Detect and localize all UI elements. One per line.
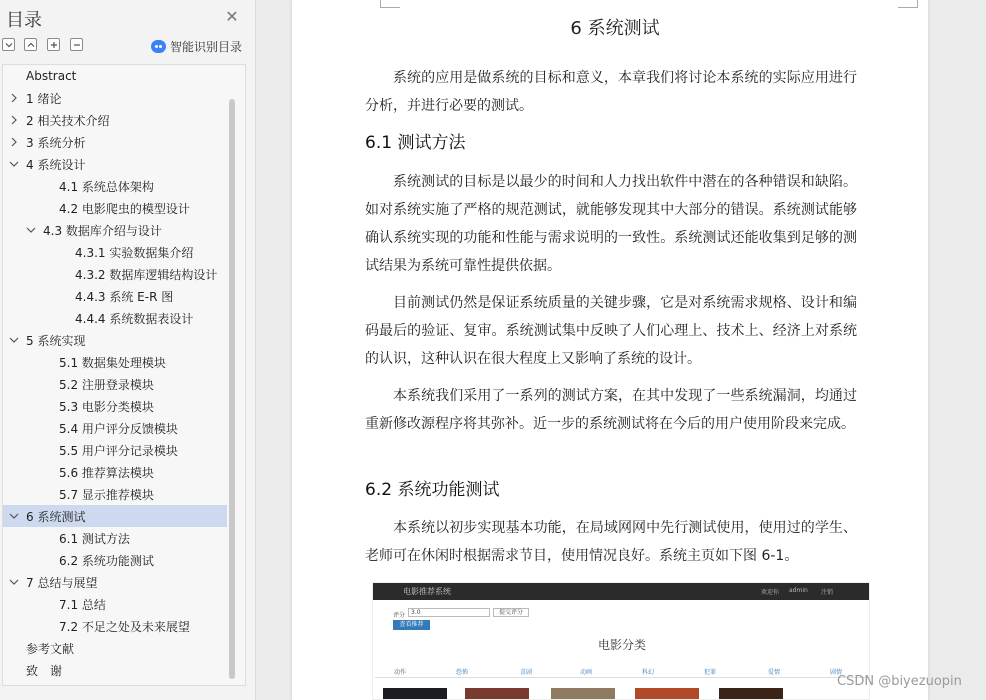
toc-item-label: 3 系统分析 [26, 135, 86, 150]
toc-item-label: 4.3.2 数据库逻辑结构设计 [75, 267, 218, 282]
toc-item-label: 5.2 注册登录模块 [59, 377, 154, 392]
chevron-down-icon[interactable] [25, 224, 37, 236]
chevron-down-icon[interactable] [8, 510, 20, 522]
toc-item[interactable] [3, 65, 227, 87]
toc-item-label: 2 相关技术介绍 [26, 113, 110, 128]
toc-item[interactable] [3, 153, 227, 175]
toc-item[interactable] [3, 285, 227, 307]
figure-tab: 恐怖 [455, 669, 468, 676]
figure-heading: 电影分类 [597, 638, 646, 652]
document-area [257, 0, 986, 700]
figure-poster [383, 688, 447, 700]
toc-item[interactable] [3, 87, 227, 109]
toc-item-label: 5.1 数据集处理模块 [59, 355, 166, 370]
chevron-down-icon[interactable] [8, 334, 20, 346]
figure-poster [465, 688, 529, 700]
toc-item-label: 4.2 电影爬虫的模型设计 [59, 201, 190, 216]
crop-mark [380, 0, 400, 8]
close-icon[interactable]: ✕ [225, 7, 239, 26]
figure-logout: 注销 [821, 589, 834, 596]
toc-item[interactable] [3, 461, 227, 483]
figure-tab: 动作 [393, 669, 406, 676]
figure-tab: 喜剧 [519, 669, 532, 676]
figure-poster [635, 688, 699, 700]
toc-item-label: 致 谢 [26, 663, 63, 678]
toc-item[interactable] [3, 549, 227, 571]
toc-item[interactable] [3, 241, 227, 263]
toc-item[interactable] [3, 175, 227, 197]
toc-item-label: Abstract [26, 69, 77, 83]
chevron-right-icon[interactable] [8, 114, 20, 126]
figure-submit-button: 提交评分 [493, 608, 529, 617]
toc-item[interactable] [3, 505, 227, 527]
smart-toc-button[interactable] [151, 38, 242, 54]
paragraph: 本系统我们采用了一系列的测试方案，在其中发现了一些系统漏洞，均通过重新修改源程序将其弥补。近一步的系统测试将在今后的用户使用阶段来完成。 [365, 388, 857, 432]
figure-tab: 科幻 [641, 669, 654, 676]
toc-item-label: 参考文献 [26, 641, 75, 656]
toc-item-label: 4 系统设计 [26, 157, 86, 172]
toc-item[interactable] [3, 593, 227, 615]
toc-item-label: 6.1 测试方法 [59, 531, 130, 546]
toc-item[interactable] [3, 395, 227, 417]
figure-homepage-screenshot [372, 582, 870, 700]
figure-tab: 动画 [579, 669, 592, 676]
figure-recommend-button: 查看推荐 [393, 620, 430, 630]
toc-item-label: 5 系统实现 [26, 333, 86, 348]
watermark: CSDN @biyezuopin [837, 674, 962, 689]
chevron-down-icon[interactable] [8, 158, 20, 170]
toc-item[interactable] [3, 351, 227, 373]
toc-title: 目录 [6, 10, 42, 31]
chevron-right-icon[interactable] [8, 136, 20, 148]
crop-mark [898, 0, 918, 8]
figure-poster [551, 688, 615, 700]
toc-item[interactable] [3, 109, 227, 131]
figure-rating-label: 评分 [393, 612, 406, 619]
toc-item-label: 5.4 用户评分反馈模块 [59, 421, 178, 436]
toc-scrollbar-thumb[interactable] [229, 99, 235, 679]
toc-item[interactable] [3, 329, 227, 351]
toc-item-label: 6.2 系统功能测试 [59, 553, 154, 568]
toc-item-label: 7.1 总结 [59, 597, 106, 612]
toc-item[interactable] [3, 219, 227, 241]
toc-item[interactable] [3, 439, 227, 461]
toc-item-label: 6 系统测试 [26, 509, 86, 524]
toc-item-label: 5.5 用户评分记录模块 [59, 443, 178, 458]
paragraph: 系统测试的目标是以最少的时间和人力找出软件中潜在的各种错误和缺陷。如对系统实施了严格的规范测试，就能够发现其中大部分的错误。系统测试能够确认系统实现的功能和性能与需求说明的一致性。系统测试还能收集到足够的测试结果为系统可靠性提供依据。 [365, 174, 857, 274]
figure-brand: 电影推荐系统 [403, 587, 451, 596]
figure-user: admin [789, 587, 808, 594]
figure-tab: 剧情 [829, 669, 842, 676]
toc-item-label: 4.3.1 实验数据集介绍 [75, 245, 194, 260]
toc-item-label: 4.3 数据库介绍与设计 [43, 223, 162, 238]
toc-item-label: 5.6 推荐算法模块 [59, 465, 154, 480]
toc-item[interactable] [3, 373, 227, 395]
toc-item[interactable] [3, 263, 227, 285]
collapse-all-icon[interactable] [24, 38, 37, 51]
toc-item[interactable] [3, 307, 227, 329]
figure-tabs [375, 665, 869, 678]
figure-welcome: 欢迎你 [761, 589, 780, 596]
chapter-title: 6 系统测试 [570, 18, 660, 39]
paragraph: 目前测试仍然是保证系统质量的关键步骤，它是对系统需求规格、设计和编码最后的验证、复审。系统测试集中反映了人们心理上、技术上、经济上对系统的认识，这种认识在很大程度上又影响了系统的设计。 [365, 295, 857, 367]
section-heading-6-2: 6.2 系统功能测试 [365, 480, 500, 500]
smart-toc-label: 智能识别目录 [170, 39, 243, 54]
figure-tab: 犯罪 [703, 669, 716, 676]
add-icon[interactable] [47, 38, 60, 51]
toc-item[interactable] [3, 571, 227, 593]
toc-panel [2, 64, 246, 686]
toc-item-label: 4.4.3 系统 E-R 图 [75, 289, 174, 304]
toc-item[interactable] [3, 659, 227, 681]
toc-item[interactable] [3, 131, 227, 153]
remove-icon[interactable] [70, 38, 83, 51]
toc-scrollbar[interactable] [229, 99, 237, 685]
toc-item-label: 1 绪论 [26, 91, 62, 106]
toc-item-label: 7.2 不足之处及未来展望 [59, 619, 190, 634]
toc-item[interactable] [3, 483, 227, 505]
chevron-down-icon[interactable] [8, 576, 20, 588]
figure-poster [719, 688, 783, 700]
chevron-right-icon[interactable] [8, 92, 20, 104]
toc-list [3, 65, 227, 681]
figure-rating-input: 3.0 [408, 608, 490, 617]
toc-item[interactable] [3, 417, 227, 439]
toc-item[interactable] [3, 527, 227, 549]
toc-sidebar [0, 0, 256, 700]
robot-icon [151, 40, 166, 53]
toc-item-label: 4.1 系统总体架构 [59, 179, 154, 194]
toc-item[interactable] [3, 637, 227, 659]
intro-paragraph: 系统的应用是做系统的目标和意义，本章我们将讨论本系统的实际应用进行分析，并进行必要的测试。 [365, 70, 857, 114]
toc-item-label: 7 总结与展望 [26, 575, 98, 590]
toc-item-label: 5.7 显示推荐模块 [59, 487, 154, 502]
figure-tab: 爱情 [767, 669, 780, 676]
figure-navbar [373, 583, 870, 600]
toc-item[interactable] [3, 197, 227, 219]
expand-all-icon[interactable] [2, 38, 15, 51]
toc-item-label: 4.4.4 系统数据表设计 [75, 311, 194, 326]
paragraph: 本系统以初步实现基本功能，在局域网网中先行测试使用，使用过的学生、老师可在休闲时根据需求节目，使用情况良好。系统主页如下图 6-1。 [365, 520, 857, 564]
section-heading-6-1: 6.1 测试方法 [365, 133, 466, 153]
toc-item-label: 5.3 电影分类模块 [59, 399, 154, 414]
toc-item[interactable] [3, 615, 227, 637]
